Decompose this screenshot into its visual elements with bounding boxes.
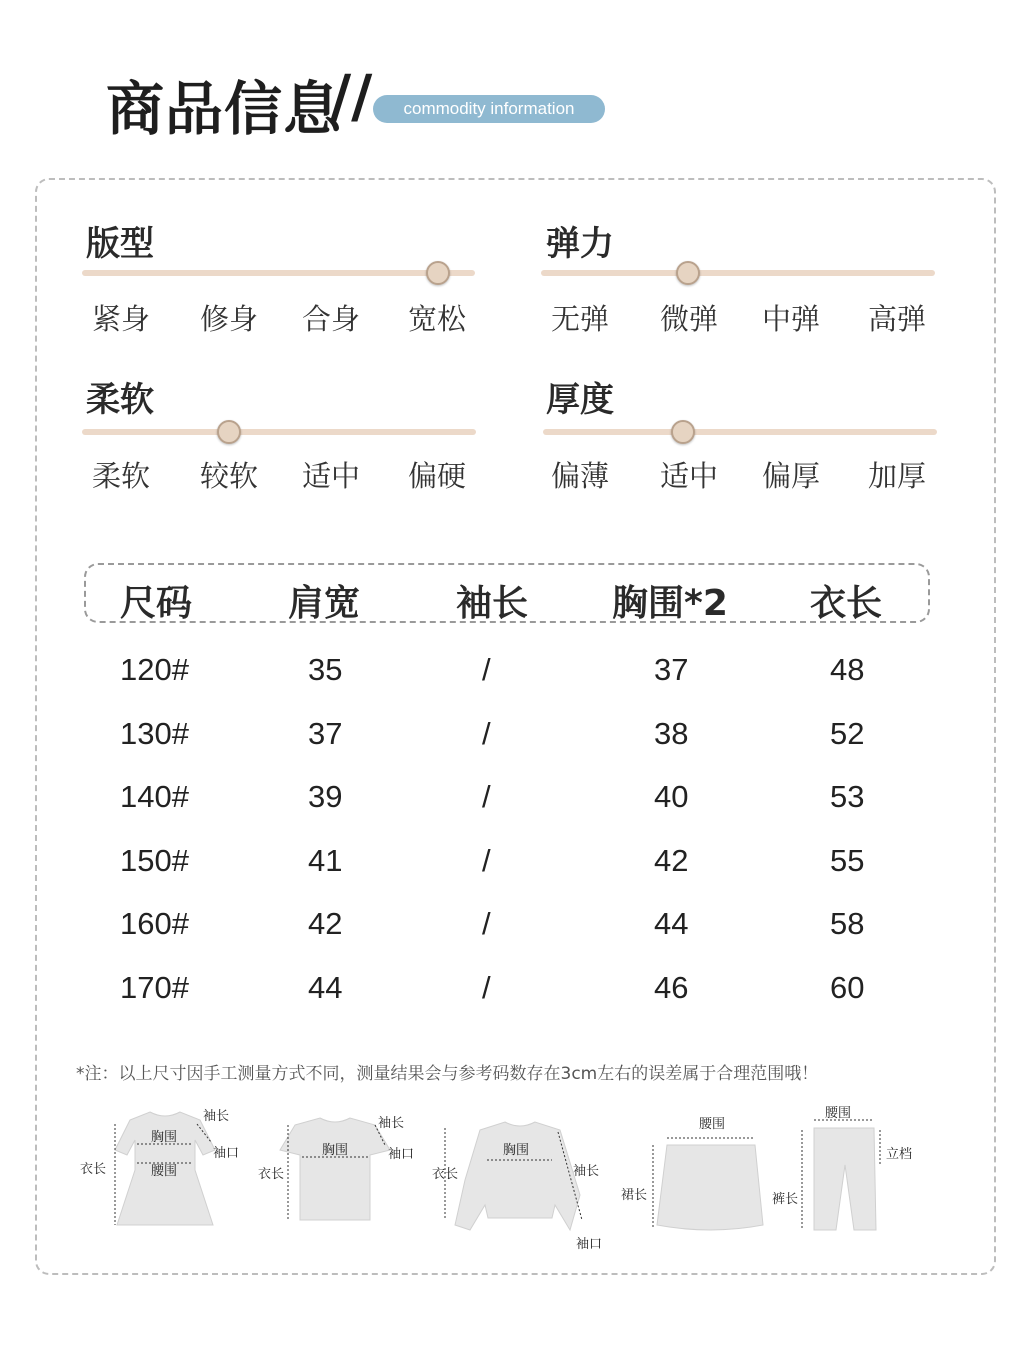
skirt-length-label: 裙长 [621, 1188, 648, 1203]
softness-knob [217, 420, 241, 444]
column-header-size: 尺码 [120, 583, 193, 624]
cell-size: 150# [120, 843, 189, 878]
pants-waist-label: 腰围 [825, 1106, 852, 1121]
dress-chest-label: 胸围 [151, 1130, 178, 1145]
title-slash: // [330, 62, 373, 130]
pants-diagram [768, 1100, 928, 1240]
attr-title-thickness: 厚度 [546, 380, 614, 420]
cell-size: 140# [120, 779, 189, 814]
fit-option: 合身 [302, 302, 361, 336]
elasticity-option: 高弹 [868, 302, 927, 336]
thickness-knob [671, 420, 695, 444]
cell-size: 160# [120, 906, 189, 941]
softness-option: 偏硬 [408, 459, 467, 493]
cell-length: 53 [830, 779, 865, 814]
softness-option: 适中 [302, 459, 361, 493]
cell-length: 60 [830, 970, 865, 1005]
cell-sleeve: / [482, 716, 491, 751]
skirt-waist-label: 腰围 [699, 1117, 726, 1132]
elasticity-option: 微弹 [660, 302, 719, 336]
softness-option: 较软 [200, 459, 259, 493]
column-header-shoulder: 肩宽 [288, 583, 361, 624]
elasticity-option: 无弹 [551, 302, 610, 336]
column-header-length: 衣长 [810, 583, 883, 624]
elasticity-option: 中弹 [762, 302, 821, 336]
softness-option: 柔软 [92, 459, 151, 493]
cell-chest: 38 [654, 716, 689, 751]
cell-size: 130# [120, 716, 189, 751]
softness-track [82, 429, 476, 435]
elasticity-track [541, 270, 935, 276]
cell-length: 55 [830, 843, 865, 878]
sweater-length-label: 衣长 [432, 1167, 459, 1182]
thickness-track [543, 429, 937, 435]
cell-shoulder: 42 [308, 906, 343, 941]
cell-sleeve: / [482, 970, 491, 1005]
dress-length-label: 衣长 [80, 1162, 107, 1177]
attr-title-softness: 柔软 [86, 380, 154, 420]
thickness-option: 偏薄 [551, 459, 610, 493]
tshirt-cuff-label: 袖口 [388, 1147, 415, 1162]
dress-cuff-label: 袖口 [213, 1146, 240, 1161]
thickness-option: 加厚 [868, 459, 927, 493]
fit-knob [426, 261, 450, 285]
cell-shoulder: 35 [308, 652, 343, 687]
thickness-option: 适中 [660, 459, 719, 493]
cell-sleeve: / [482, 652, 491, 687]
tshirt-diagram [255, 1100, 425, 1240]
dress-sleeve-label: 袖长 [203, 1109, 230, 1124]
fit-option: 紧身 [92, 302, 151, 336]
attr-title-elasticity: 弹力 [546, 224, 614, 264]
cell-sleeve: / [482, 843, 491, 878]
cell-sleeve: / [482, 779, 491, 814]
cell-length: 58 [830, 906, 865, 941]
cell-chest: 42 [654, 843, 689, 878]
cell-sleeve: / [482, 906, 491, 941]
dress-waist-label: 腰围 [151, 1164, 178, 1179]
cell-size: 170# [120, 970, 189, 1005]
fit-track [82, 270, 475, 276]
elasticity-knob [676, 261, 700, 285]
tshirt-chest-label: 胸围 [322, 1143, 349, 1158]
cell-chest: 40 [654, 779, 689, 814]
column-header-sleeve: 袖长 [456, 583, 529, 624]
cell-size: 120# [120, 652, 189, 687]
cell-shoulder: 44 [308, 970, 343, 1005]
fit-option: 宽松 [408, 302, 467, 336]
cell-chest: 46 [654, 970, 689, 1005]
cell-chest: 37 [654, 652, 689, 687]
sweater-diagram [430, 1100, 610, 1255]
fit-option: 修身 [200, 302, 259, 336]
measurement-note: *注：以上尺寸因手工测量方式不同，测量结果会与参考码数存在3cm左右的误差属于合理范围哦！ [76, 1064, 819, 1084]
cell-chest: 44 [654, 906, 689, 941]
tshirt-length-label: 衣长 [258, 1167, 285, 1182]
page-title: 商品信息 [106, 75, 343, 143]
subtitle-badge: commodity information [373, 95, 605, 123]
cell-shoulder: 41 [308, 843, 343, 878]
pants-rise-label: 立档 [886, 1147, 913, 1162]
skirt-diagram [615, 1100, 770, 1240]
sweater-cuff-label: 袖口 [576, 1237, 603, 1252]
sweater-chest-label: 胸围 [503, 1143, 530, 1158]
thickness-option: 偏厚 [762, 459, 821, 493]
cell-length: 52 [830, 716, 865, 751]
column-header-chest: 胸围*2 [612, 583, 728, 624]
cell-shoulder: 39 [308, 779, 343, 814]
attr-title-fit: 版型 [86, 224, 154, 264]
cell-shoulder: 37 [308, 716, 343, 751]
dress-diagram [75, 1100, 250, 1240]
sweater-sleeve-label: 袖长 [573, 1164, 600, 1179]
pants-length-label: 裤长 [772, 1192, 799, 1207]
tshirt-sleeve-label: 袖长 [378, 1116, 405, 1131]
cell-length: 48 [830, 652, 865, 687]
